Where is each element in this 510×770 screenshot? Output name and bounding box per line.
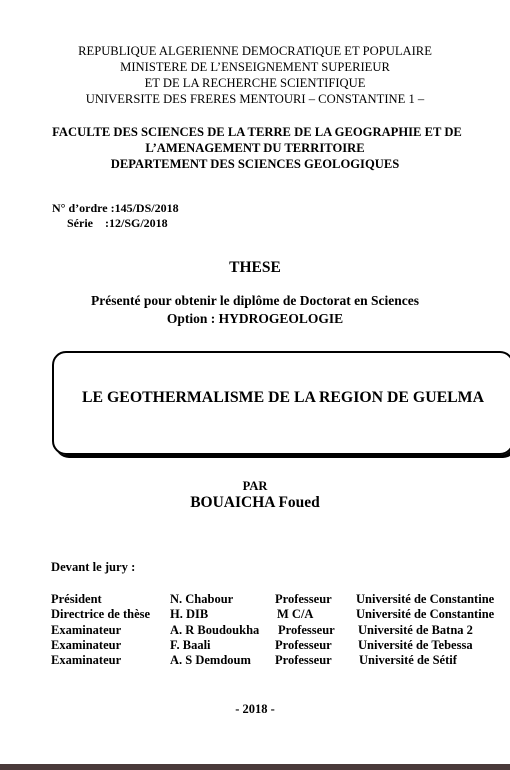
thesis-heading: THESE: [229, 259, 281, 276]
faculty-name-line2: L’AMENAGEMENT DU TERRITOIRE: [145, 141, 365, 155]
jury-grade: M C/A: [277, 607, 314, 622]
author-by-label: PAR: [242, 479, 268, 493]
thesis-title: LE GEOTHERMALISME DE LA REGION DE GUELMA: [81, 389, 484, 406]
thesis-year: - 2018 -: [235, 702, 275, 716]
thesis-option: Option : HYDROGEOLOGIE: [166, 311, 344, 326]
header-republic: REPUBLIQUE ALGERIENNE DEMOCRATIQUE ET POPULAIRE: [78, 44, 432, 58]
jury-name: A. S Demdoum: [170, 653, 251, 668]
jury-institution: Université de Batna 2: [358, 622, 473, 637]
jury-role: Directrice de thèse: [51, 607, 151, 622]
bottom-edge-bar: [0, 764, 510, 770]
jury-role: Examinateur: [51, 622, 122, 637]
header-university: UNIVERSITE DES FRERES MENTOURI – CONSTANTINE 1 –: [85, 92, 425, 106]
jury-grade: Professeur: [278, 622, 335, 637]
header-ministry: MINISTERE DE L’ENSEIGNEMENT SUPERIEUR: [120, 60, 390, 74]
jury-grade: Professeur: [275, 592, 332, 606]
author-name: BOUAICHA Foued: [190, 494, 320, 511]
jury-name: H. DIB: [170, 607, 209, 622]
jury-name: A. R Boudoukha: [170, 622, 260, 637]
thesis-purpose: Présenté pour obtenir le diplôme de Doctorat en Sciences: [91, 293, 419, 308]
jury-institution: Université de Sétif: [359, 653, 457, 668]
jury-grade: Professeur: [275, 637, 332, 652]
jury-institution: Université de Constantine: [356, 592, 495, 606]
jury-institution: Université de Tebessa: [358, 637, 473, 652]
thesis-title-box: [52, 351, 510, 455]
jury-role: Examinateur: [51, 653, 122, 668]
faculty-name-line1: FACULTE DES SCIENCES DE LA TERRE DE LA GEOGRAPHIE ET DE: [52, 125, 462, 139]
jury-label: Devant le jury :: [51, 560, 136, 574]
header-research: ET DE LA RECHERCHE SCIENTIFIQUE: [144, 76, 366, 90]
jury-name: F. Baali: [170, 637, 211, 652]
jury-name: N. Chabour: [170, 592, 234, 606]
jury-role: Président: [51, 592, 102, 606]
jury-grade: Professeur: [275, 653, 332, 668]
department-name: DEPARTEMENT DES SCIENCES GEOLOGIQUES: [110, 157, 400, 171]
order-number: N° d’ordre :145/DS/2018: [52, 201, 179, 215]
series-number: Série :12/SG/2018: [67, 216, 168, 230]
jury-role: Examinateur: [51, 637, 122, 652]
jury-institution: Université de Constantine: [356, 607, 495, 622]
